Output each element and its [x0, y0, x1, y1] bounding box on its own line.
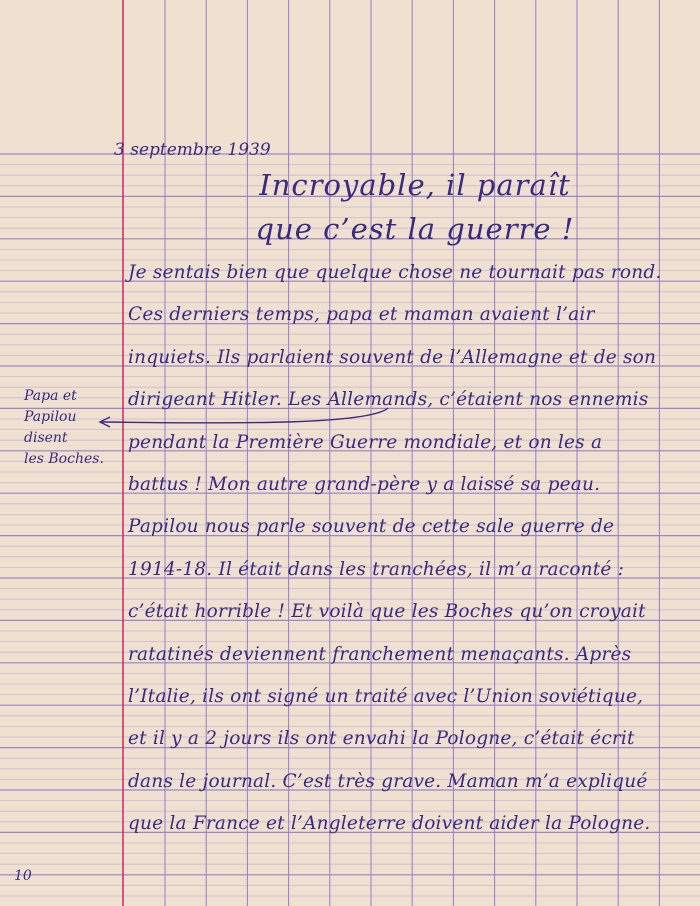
- entry-date: 3 septembre 1939: [114, 140, 271, 160]
- margin-note-line: les Boches.: [24, 451, 104, 467]
- body-line: inquiets. Ils parlaient souvent de l’Allemagne et de son: [128, 346, 657, 368]
- body-line: Je sentais bien que quelque chose ne tournait pas rond.: [128, 262, 662, 283]
- body-line: dirigeant Hitler. Les Allemands, c’étaient nos ennemis: [128, 389, 649, 411]
- body-line: ratatinés deviennent franchement menaçants. Après: [128, 643, 632, 665]
- margin-note-line: disent: [24, 430, 68, 446]
- entry-title-line-1: Incroyable, il paraît: [259, 168, 571, 202]
- margin-note-line: Papa et: [24, 388, 77, 404]
- body-line: Ces derniers temps, papa et maman avaient l’air: [128, 304, 595, 326]
- body-line: c’était horrible ! Et voilà que les Boches qu’on croyait: [128, 601, 646, 623]
- body-line: pendant la Première Guerre mondiale, et on les a: [128, 431, 603, 453]
- body-line: battus ! Mon autre grand-père y a laissé sa peau.: [128, 474, 601, 495]
- body-line: l’Italie, ils ont signé un traité avec l’Union soviétique,: [128, 686, 644, 707]
- body-line: 1914-18. Il était dans les tranchées, il m’a raconté :: [128, 558, 625, 580]
- body-line: et il y a 2 jours ils ont envahi la Pologne, c’était écrit: [128, 728, 635, 750]
- body-line: dans le journal. C’est très grave. Maman m’a expliqué: [128, 770, 648, 792]
- body-line: que la France et l’Angleterre doivent aider la Pologne.: [128, 813, 651, 835]
- page-number: 10: [14, 868, 32, 884]
- body-line: Papilou nous parle souvent de cette sale guerre de: [128, 516, 615, 538]
- entry-title-line-2: que c’est la guerre !: [255, 212, 575, 246]
- margin-note-line: Papilou: [24, 409, 77, 425]
